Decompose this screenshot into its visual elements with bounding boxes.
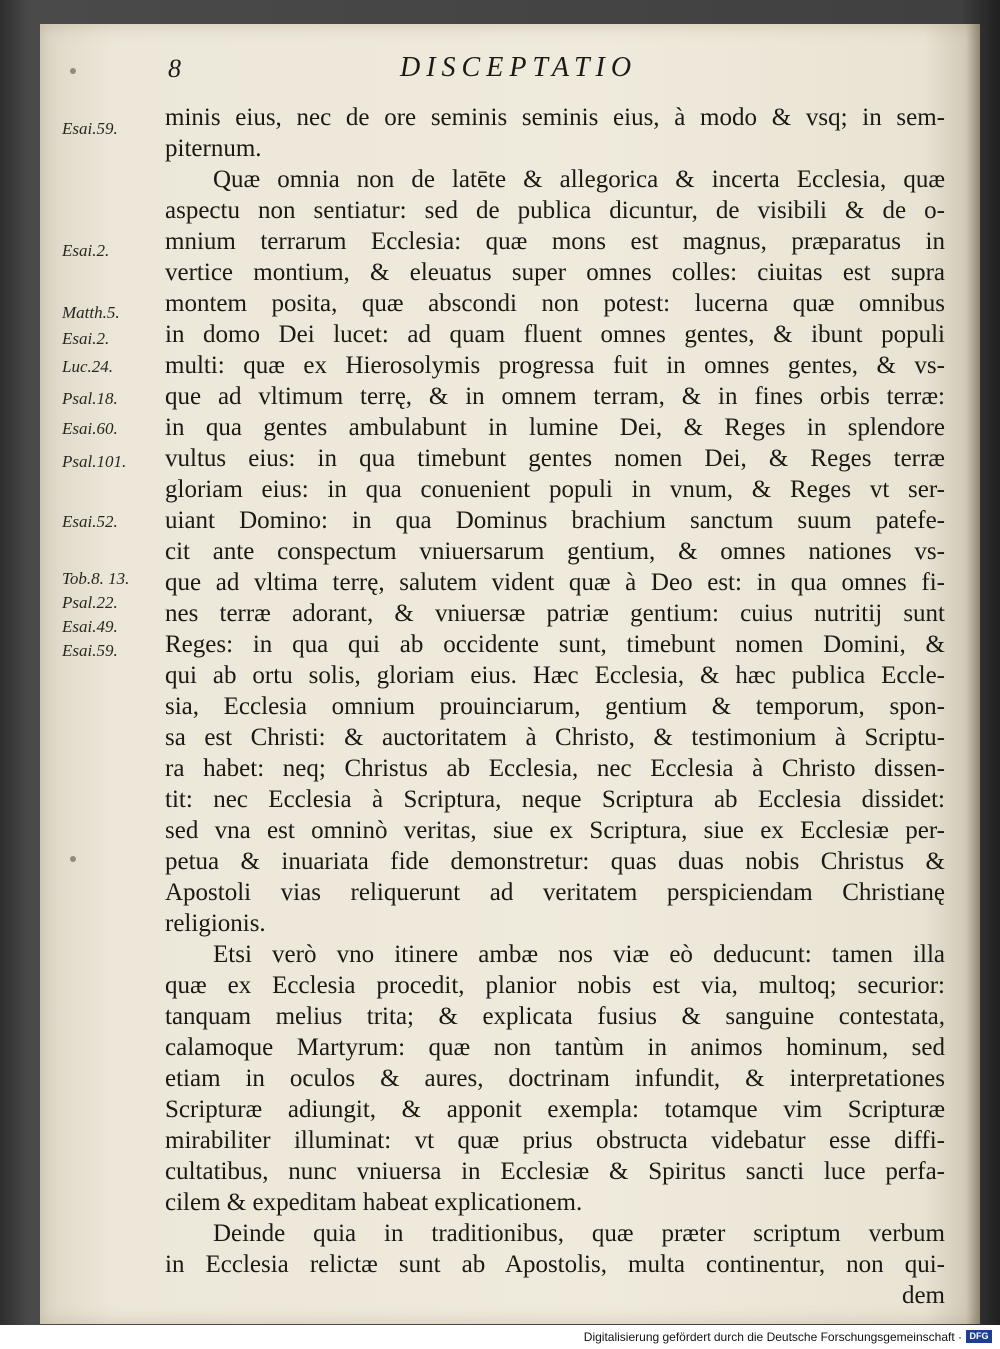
- text-line: etiam in oculos & aures, doctrinam infundit, & interpretationes: [165, 1065, 945, 1092]
- page-edge-shadow: [966, 24, 980, 1324]
- text-line: nes terræ adorant, & vniuersæ patriæ gentium: cuius nutritij sunt: [165, 600, 945, 627]
- text-line: sa est Christi: & auctoritatem à Christo, & testimonium à Scriptu-: [165, 724, 945, 751]
- text-line: qui ab ortu solis, gloriam eius. Hæc Ecclesia, & hæc publica Eccle-: [165, 662, 945, 689]
- text-line: quæ ex Ecclesia procedit, planior nobis est via, multoq; securior:: [165, 972, 945, 999]
- text-line: sia, Ecclesia omnium prouinciarum, gentium & temporum, spon-: [165, 693, 945, 720]
- margin-note: Luc.24.: [62, 357, 113, 376]
- text-line: cilem & expeditam habeat explicationem.: [165, 1189, 583, 1216]
- text-line: Reges: in qua qui ab occidente sunt, timebunt nomen Domini, &: [165, 631, 945, 658]
- page-header: [40, 50, 980, 90]
- margin-note: Psal.101.: [62, 452, 127, 471]
- text-line: multi: quæ ex Hierosolymis progressa fuit in omnes gentes, & vs-: [165, 352, 945, 379]
- book-page: [40, 24, 980, 1324]
- text-line: Scripturæ adiungit, & apponit exempla: totamque vim Scripturæ: [165, 1096, 945, 1123]
- text-line: Deinde quia in traditionibus, quæ præter scriptum verbum: [213, 1220, 945, 1247]
- text-line: gloriam eius: in qua conuenient populi in vnum, & Reges vt ser-: [165, 476, 945, 503]
- dfg-logo: DFG: [966, 1330, 992, 1343]
- text-line: petua & inuariata fide demonstretur: quas duas nobis Christus &: [165, 848, 945, 875]
- margin-note: Esai.59.: [62, 119, 118, 138]
- text-line: cit ante conspectum vniuersarum gentium, & omnes nationes vs-: [165, 538, 945, 565]
- page-number: 8: [168, 54, 181, 83]
- text-line: tit: nec Ecclesia à Scriptura, neque Scriptura ab Ecclesia dissidet:: [165, 786, 945, 813]
- running-title: DISCEPTATIO: [400, 52, 638, 83]
- text-line: mirabiliter illuminat: vt quæ prius obstructa videbatur esse diffi-: [165, 1127, 945, 1154]
- ink-speck: [70, 856, 76, 862]
- margin-note: Esai.60.: [62, 419, 118, 438]
- text-line: que ad vltimum terrę, & in omnem terram, & in fines orbis terræ:: [165, 383, 945, 410]
- text-line: Apostoli vias reliquerunt ad veritatem perspiciendam Christianę: [165, 879, 945, 906]
- text-line: cultatibus, nunc vniuersa in Ecclesiæ & Spiritus sancti luce perfa-: [165, 1158, 945, 1185]
- text-line: aspectu non sentiatur: sed de publica dicuntur, de visibili & de o-: [165, 197, 945, 224]
- text-line: in Ecclesia relictæ sunt ab Apostolis, multa continentur, non qui-: [165, 1251, 945, 1278]
- text-line: sed vna est omninò veritas, siue ex Scriptura, siue ex Ecclesiæ per-: [165, 817, 945, 844]
- text-line: piternum.: [165, 135, 262, 162]
- margin-note: Esai.2.: [62, 241, 110, 260]
- text-line: in domo Dei lucet: ad quam fluent omnes gentes, & ibunt populi: [165, 321, 945, 348]
- footer-credit: Digitalisierung gefördert durch die Deutsche Forschungsgemeinschaft ·: [583, 1330, 962, 1344]
- catchword: dem: [901, 1282, 945, 1309]
- body-text: [165, 102, 945, 1311]
- margin-note: Matth.5.: [62, 303, 120, 322]
- text-line: Etsi verò vno itinere ambæ nos viæ eò deducunt: tamen illa: [213, 941, 945, 968]
- text-line: que ad vltima terrę, salutem vident quæ à Deo est: in qua omnes fi-: [165, 569, 945, 596]
- text-line: vertice montium, & eleuatus super omnes colles: ciuitas est supra: [165, 259, 945, 286]
- margin-note: Tob.8. 13.: [62, 569, 130, 588]
- text-line: uiant Domino: in qua Dominus brachium sanctum suum patefe-: [165, 507, 945, 534]
- text-line: mnium terrarum Ecclesia: quæ mons est magnus, præparatus in: [165, 228, 945, 255]
- text-line: Quæ omnia non de latēte & allegorica & incerta Ecclesia, quæ: [213, 166, 945, 193]
- text-line: calamoque Martyrum: quæ non tantùm in animos hominum, sed: [165, 1034, 945, 1061]
- margin-note: Esai.52.: [62, 512, 118, 531]
- footer-bar: [0, 1325, 1000, 1349]
- text-line: religionis.: [165, 910, 266, 937]
- margin-note: Esai.49.: [62, 617, 118, 636]
- margin-note: Psal.22.: [62, 593, 118, 612]
- text-line: vultus eius: in qua timebunt gentes nomen Dei, & Reges terræ: [165, 445, 945, 472]
- text-line: in qua gentes ambulabunt in lumine Dei, & Reges in splendore: [165, 414, 945, 441]
- margin-note: Psal.18.: [62, 389, 118, 408]
- margin-note: Esai.2.: [62, 329, 110, 348]
- margin-note: Esai.59.: [62, 641, 118, 660]
- text-line: minis eius, nec de ore seminis seminis eius, à modo & vsq; in sem-: [165, 104, 945, 131]
- text-line: ra habet: neq; Christus ab Ecclesia, nec Ecclesia à Christo dissen-: [165, 755, 945, 782]
- text-line: montem posita, quæ abscondi non potest: lucerna quæ omnibus: [165, 290, 945, 317]
- text-line: tanquam melius trita; & explicata fusius & sanguine contestata,: [165, 1003, 945, 1030]
